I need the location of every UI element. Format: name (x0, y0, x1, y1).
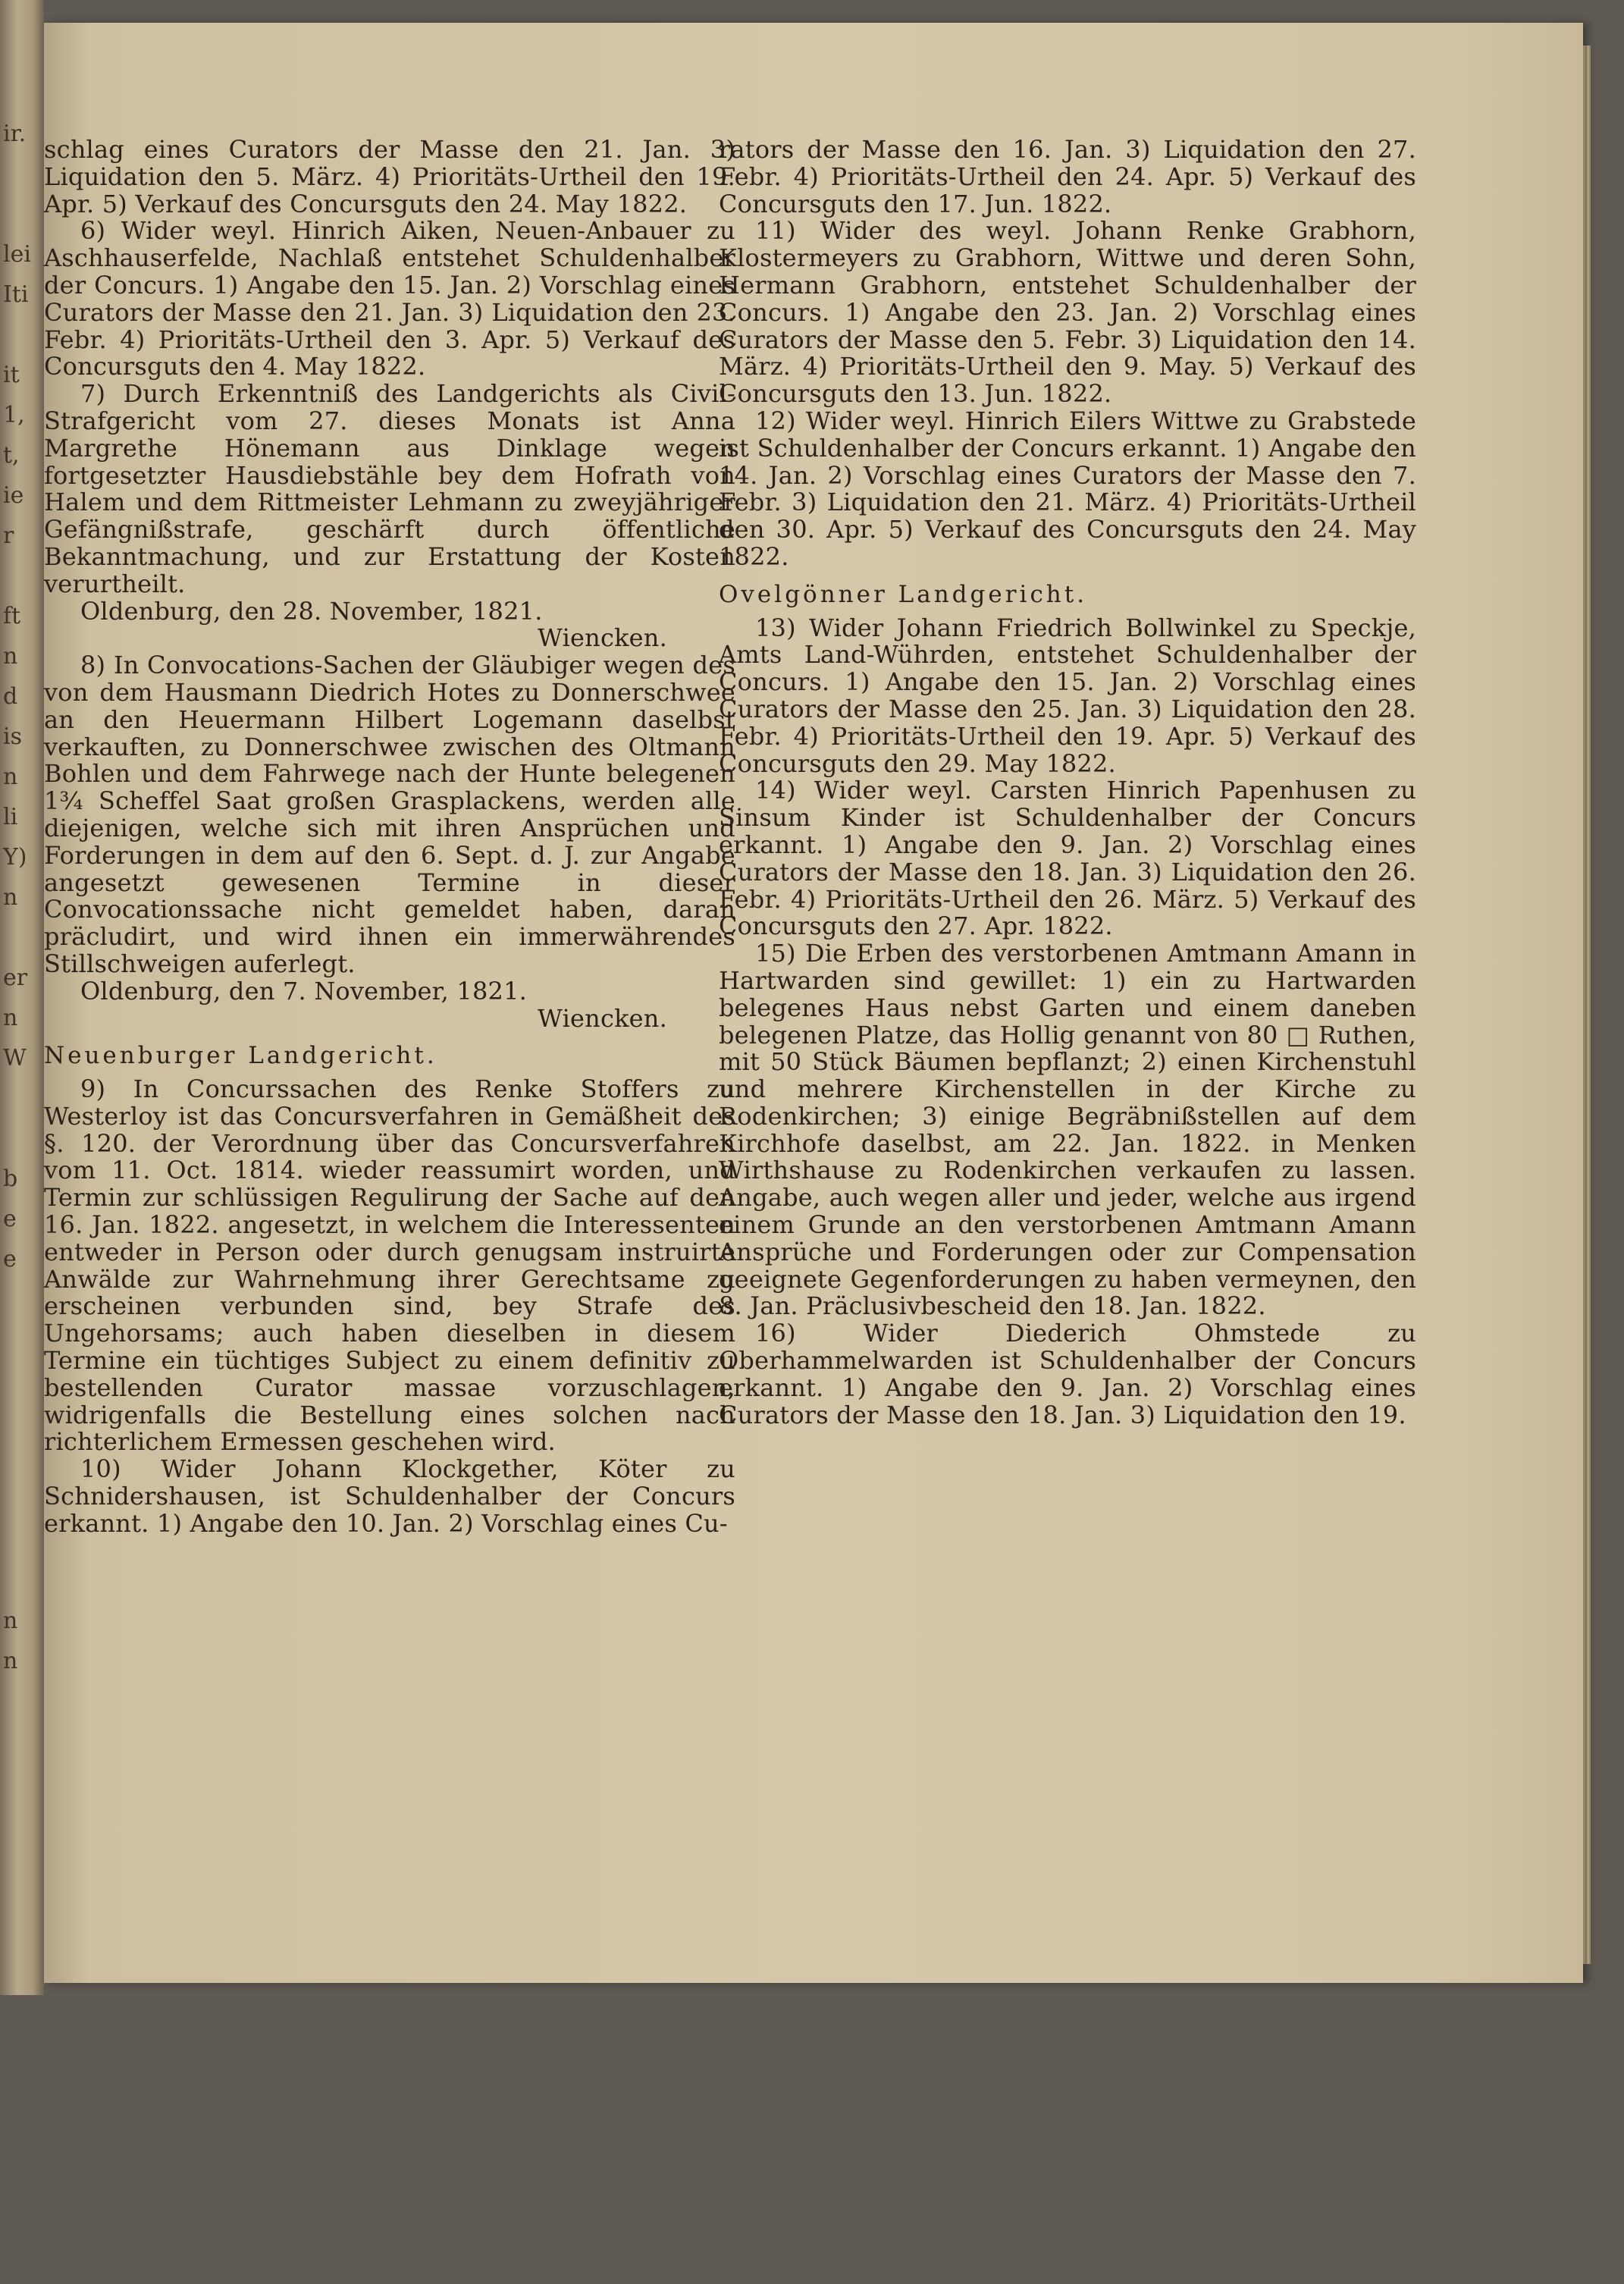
document-page (44, 23, 1583, 1983)
notice-paragraph: rators der Masse den 16. Jan. 3) Liquidation den 27. Febr. 4) Prioritäts-Urtheil den 24. Apr. 5) Verkauf des Concursguts den 17. Jun. 1822. (719, 135, 1416, 218)
notice-paragraph: 16) Wider Diederich Ohmstede zu Oberhammelwarden ist Schuldenhalber der Concurs erkannt. 1) Angabe den 9. Jan. 2) Vorschlag eines Curators der Masse den 18. Jan. 3) Liquidation den 19. (719, 1319, 1416, 1429)
left-page-edge (0, 0, 44, 1995)
section-heading: Neuenburger Landgericht. (44, 1042, 437, 1070)
notice-paragraph: 13) Wider Johann Friedrich Bollwinkel zu Speckje, Amts Land-Wührden, entstehet Schuldenhalber der Concurs. 1) Angabe den 15. Jan. 2) Vorschlag eines Curators der Masse den 25. Jan. 3) Liquidation den 28. Febr. 4) Prioritäts-Urtheil den 19. Apr. 5) Verkauf des Concursguts den 29. May 1822. (719, 613, 1416, 778)
left-column (44, 136, 735, 1538)
notice-paragraph: 12) Wider weyl. Hinrich Eilers Wittwe zu Grabstede ist Schuldenhalber der Concurs erkannt. 1) Angabe den 14. Jan. 2) Vorschlag eines Curators der Masse den 7. Febr. 3) Liquidation den 21. März. 4) Prioritäts-Urtheil den 30. Apr. 5) Verkauf des Concursguts den 24. May 1822. (719, 406, 1416, 571)
notice-paragraph: 6) Wider weyl. Hinrich Aiken, Neuen-Anbauer zu Aschhauserfelde, Nachlaß entstehet Schuldenhalber der Concurs. 1) Angabe den 15. Jan. 2) Vorschlag eines Curators der Masse den 21. Jan. 3) Liquidation den 23. Febr. 4) Prioritäts-Urtheil den 3. Apr. 5) Verkauf des Concursguts den 4. May 1822. (44, 216, 735, 381)
notice-paragraph: 8) In Convocations-Sachen der Gläubiger wegen des von dem Hausmann Diedrich Hotes zu Donnerschwee an den Heuermann Hilbert Logemann daselbst verkauften, zu Donnerschwee zwischen des Oltmann Bohlen und dem Fahrwege nach der Hunte belegenen 1¾ Scheffel Saat großen Grasplackens, werden alle diejenigen, welche sich mit ihren Ansprüchen und Forderungen in dem auf den 6. Sept. d. J. zur Angabe angesetzt gewesenen Termine in dieser Convocationssache nicht gemeldet haben, daran präcludirt, und wird ihnen ein immerwährendes Stillschweigen auferlegt. (44, 651, 735, 978)
signature: Wiencken. (538, 623, 667, 653)
notice-paragraph: 15) Die Erben des verstorbenen Amtmann Amann in Hartwarden sind gewillet: 1) ein zu Hartwarden belegenes Haus nebst Garten und einem daneben belegenen Platze, das Hollig genannt von 80 □ Ruthen, mit 50 Stück Bäumen bepflanzt; 2) einen Kirchenstuhl und mehrere Kirchenstellen in der Kirche zu Rodenkirchen; 3) einige Begräbnißstellen auf dem Kirchhofe daselbst, am 22. Jan. 1822. in Menken Wirthshause zu Rodenkirchen verkaufen zu lassen. Angabe, auch wegen aller und jeder, welche aus irgend einem Grunde an den verstorbenen Amtmann Amann Ansprüche und Forderungen oder zur Compensation geeignete Gegenforderungen zu haben vermeynen, den 8. Jan. Präclusivbescheid den 18. Jan. 1822. (719, 939, 1416, 1321)
notice-paragraph: 10) Wider Johann Klockgether, Köter zu Schnidershausen, ist Schuldenhalber der Concurs erkannt. 1) Angabe den 10. Jan. 2) Vorschlag eines Cu- (44, 1454, 735, 1538)
notice-paragraph: 7) Durch Erkenntniß des Landgerichts als Civil-Strafgericht vom 27. dieses Monats ist Anna Margrethe Hönemann aus Dinklage wegen fortgesetzter Hausdiebstähle bey dem Hofrath von Halem und dem Rittmeister Lehmann zu zweyjähriger Gefängnißstrafe, geschärft durch öffentliche Bekanntmachung, und zur Erstattung der Kosten verurtheilt. (44, 379, 735, 598)
signature: Wiencken. (538, 1003, 667, 1033)
notice-paragraph: 9) In Concurssachen des Renke Stoffers zu Westerloy ist das Concursverfahren in Gemäßheit des §. 120. der Verordnung über das Concursverfahren vom 11. Oct. 1814. wieder reassumirt worden, und Termin zur schlüssigen Regulirung der Sache auf den 16. Jan. 1822. angesetzt, in welchem die Interessenten entweder in Person oder durch genugsam instruirte Anwälde zur Wahrnehmung ihrer Gerechtsame zu erscheinen verbunden sind, bey Strafe des Ungehorsams; auch haben dieselben in diesem Termine ein tüchtiges Subject zu einem definitiv zu bestellenden Curator massae vorzuschlagen, widrigenfalls die Bestellung eines solchen nach richterlichem Ermessen geschehen wird. (44, 1075, 735, 1457)
notice-paragraph: 11) Wider des weyl. Johann Renke Grabhorn, Klostermeyers zu Grabhorn, Wittwe und deren Sohn, Hermann Grabhorn, entstehet Schuldenhalber der Concurs. 1) Angabe den 23. Jan. 2) Vorschlag eines Curators der Masse den 5. Febr. 3) Liquidation den 14. März. 4) Prioritäts-Urtheil den 9. May. 5) Verkauf des Concursguts den 13. Jun. 1822. (719, 216, 1416, 409)
right-column (719, 136, 1416, 1429)
place-date-line: Oldenburg, den 7. November, 1821. (80, 976, 528, 1006)
notice-paragraph: 14) Wider weyl. Carsten Hinrich Papenhusen zu Sinsum Kinder ist Schuldenhalber der Concurs erkannt. 1) Angabe den 9. Jan. 2) Vorschlag eines Curators der Masse den 18. Jan. 3) Liquidation den 26. Febr. 4) Prioritäts-Urtheil den 26. März. 5) Verkauf des Concursguts den 27. Apr. 1822. (719, 776, 1416, 941)
notice-paragraph: schlag eines Curators der Masse den 21. Jan. 3) Liquidation den 5. März. 4) Prioritäts-Urtheil den 19. Apr. 5) Verkauf des Concursguts den 24. May 1822. (44, 135, 735, 218)
section-heading: Ovelgönner Landgericht. (719, 580, 1088, 608)
place-date-line: Oldenburg, den 28. November, 1821. (80, 596, 543, 626)
left-page-edge-text: ir. lei Iti it 1, t, ie r ft n d is n li Y) n er n W b e e n n (3, 121, 31, 1674)
